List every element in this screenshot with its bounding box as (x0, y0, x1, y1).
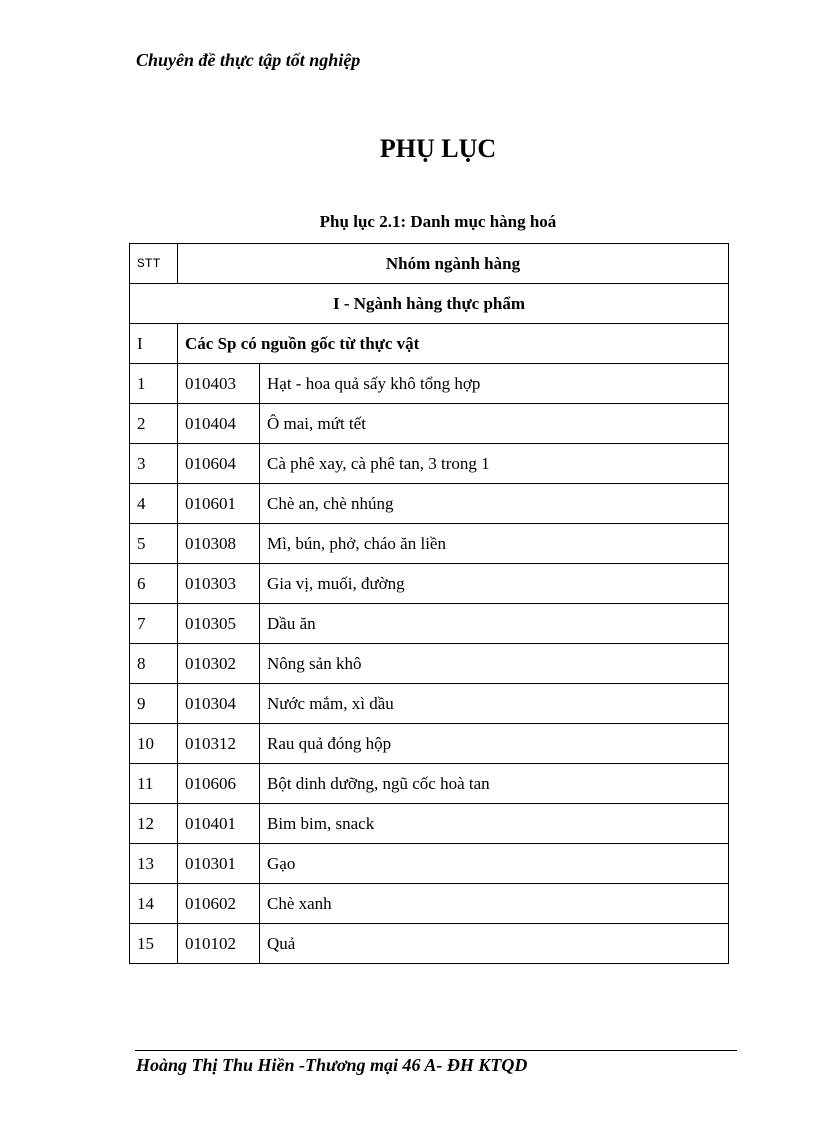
table-row (130, 844, 729, 884)
document-footer: Hoàng Thị Thu Hiền -Thương mại 46 A- ĐH KTQD (136, 1055, 528, 1075)
row-name: Rau quả đóng hộp (260, 724, 729, 764)
table-caption: Phụ lục 2.1: Danh mục hàng hoá (319, 212, 557, 231)
table-row (130, 444, 729, 484)
row-name: Mì, bún, phở, cháo ăn liền (260, 524, 729, 564)
row-name: Nước mắm, xì dầu (260, 684, 729, 724)
row-code: 010403 (178, 364, 260, 404)
row-stt: 7 (130, 604, 178, 644)
subsection-title: Các Sp có nguồn gốc từ thực vật (178, 324, 729, 364)
row-stt: 4 (130, 484, 178, 524)
row-name: Hạt - hoa quả sấy khô tổng hợp (260, 364, 729, 404)
table-body (130, 244, 729, 964)
row-stt: 15 (130, 924, 178, 964)
row-stt: 8 (130, 644, 178, 684)
row-code: 010302 (178, 644, 260, 684)
section-row (130, 284, 729, 324)
row-code: 010404 (178, 404, 260, 444)
page-title: PHỤ LỤC (379, 134, 497, 163)
subsection-row (130, 324, 729, 364)
row-name: Chè an, chè nhúng (260, 484, 729, 524)
table-row (130, 524, 729, 564)
row-stt: 2 (130, 404, 178, 444)
table-row (130, 884, 729, 924)
footer-divider (135, 1050, 737, 1051)
row-stt: 6 (130, 564, 178, 604)
row-name: Bột dinh dưỡng, ngũ cốc hoà tan (260, 764, 729, 804)
row-code: 010312 (178, 724, 260, 764)
table-row (130, 364, 729, 404)
row-name: Nông sản khô (260, 644, 729, 684)
row-code: 010308 (178, 524, 260, 564)
column-header-stt: STT (130, 244, 178, 284)
table-row (130, 924, 729, 964)
row-name: Chè xanh (260, 884, 729, 924)
subsection-stt: I (130, 324, 178, 364)
row-code: 010305 (178, 604, 260, 644)
row-stt: 14 (130, 884, 178, 924)
row-name: Gạo (260, 844, 729, 884)
table-header-row (130, 244, 729, 284)
row-code: 010606 (178, 764, 260, 804)
row-code: 010601 (178, 484, 260, 524)
row-code: 010304 (178, 684, 260, 724)
row-name: Ô mai, mứt tết (260, 404, 729, 444)
row-stt: 5 (130, 524, 178, 564)
row-stt: 12 (130, 804, 178, 844)
row-name: Bim bim, snack (260, 804, 729, 844)
table-row (130, 724, 729, 764)
column-header-group: Nhóm ngành hàng (178, 244, 729, 284)
row-name: Cà phê xay, cà phê tan, 3 trong 1 (260, 444, 729, 484)
section-title: I - Ngành hàng thực phẩm (130, 284, 729, 324)
row-stt: 10 (130, 724, 178, 764)
table-row (130, 804, 729, 844)
table-row (130, 764, 729, 804)
row-stt: 3 (130, 444, 178, 484)
row-code: 010301 (178, 844, 260, 884)
table-row (130, 404, 729, 444)
row-code: 010102 (178, 924, 260, 964)
table-row (130, 644, 729, 684)
goods-category-table (129, 243, 729, 964)
row-code: 010401 (178, 804, 260, 844)
table-row (130, 604, 729, 644)
row-stt: 1 (130, 364, 178, 404)
row-name: Dầu ăn (260, 604, 729, 644)
document-header-title: Chuyên đề thực tập tốt nghiệp (136, 50, 361, 70)
row-name: Quả (260, 924, 729, 964)
row-name: Gia vị, muối, đường (260, 564, 729, 604)
row-code: 010604 (178, 444, 260, 484)
row-code: 010602 (178, 884, 260, 924)
row-stt: 11 (130, 764, 178, 804)
table-row (130, 484, 729, 524)
table-row (130, 564, 729, 604)
row-stt: 9 (130, 684, 178, 724)
row-code: 010303 (178, 564, 260, 604)
table-row (130, 684, 729, 724)
row-stt: 13 (130, 844, 178, 884)
